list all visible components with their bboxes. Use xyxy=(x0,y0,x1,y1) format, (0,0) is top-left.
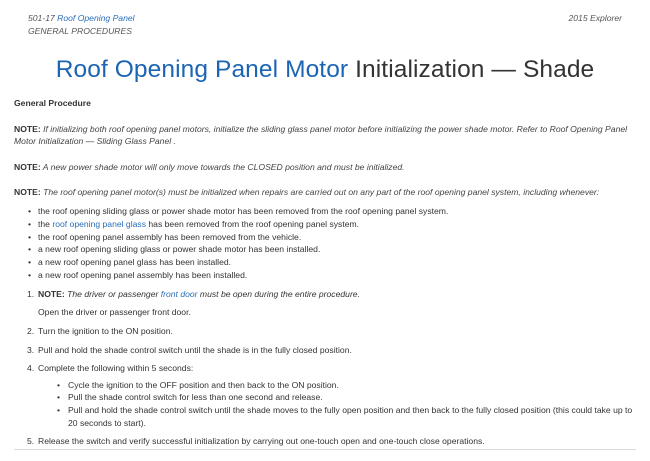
list-item xyxy=(38,231,636,244)
step-text: Turn the ignition to the ON position. xyxy=(38,325,173,336)
title-wrap xyxy=(14,56,636,84)
header-left xyxy=(28,12,135,37)
step-note xyxy=(38,288,636,301)
list-item xyxy=(38,243,636,256)
bottom-divider xyxy=(14,449,636,450)
step-5 xyxy=(27,435,636,448)
substep-item: • Cycle the ignition to the OFF position and then back to the ON position. xyxy=(68,379,636,392)
step-3 xyxy=(27,344,636,357)
step-text: Open the driver or passenger front door. xyxy=(38,307,191,318)
list-item xyxy=(38,218,636,231)
note-label: NOTE: xyxy=(14,161,41,172)
note-link[interactable]: front door xyxy=(160,288,198,299)
step-text: Pull and hold the shade control switch until the shade is in the fully closed position. xyxy=(38,344,352,355)
procedure-category: GENERAL PROCEDURES xyxy=(28,25,132,36)
step-1 xyxy=(27,288,636,319)
section-breadcrumb xyxy=(28,12,135,25)
note-label: NOTE: xyxy=(14,123,41,134)
step-2 xyxy=(27,325,636,338)
note-text: must be open during the entire procedure. xyxy=(197,288,360,299)
substep-item: • Pull the shade control switch for less than one second and release. xyxy=(68,391,636,404)
note-text: The roof opening panel motor(s) must be initialized when repairs are carried out on any part of the roof opening panel system, including whenever: xyxy=(40,187,600,198)
substep-item: • Pull and hold the shade control switch until the shade moves to the fully open position and then back to the fully closed position (this could take up to 20 seconds to start). xyxy=(68,404,636,429)
step-number: 3. xyxy=(27,344,35,355)
list-item-text: the xyxy=(38,218,53,229)
step-4 xyxy=(27,362,636,429)
note-label: NOTE: xyxy=(38,288,65,299)
step-text: Complete the following within 5 seconds: xyxy=(38,363,194,374)
list-item-text: has been removed from the roof opening panel system. xyxy=(146,218,360,229)
page-title-blue: Roof Opening Panel Motor xyxy=(55,56,349,83)
vehicle-label: 2015 Explorer xyxy=(568,13,622,23)
list-item-text: the roof opening sliding glass or power shade motor has been removed from the roof opening panel system. xyxy=(38,205,449,216)
list-item xyxy=(38,269,636,282)
condition-list xyxy=(14,205,636,282)
note-text: The driver or passenger xyxy=(64,288,161,299)
note-after: . xyxy=(171,136,176,147)
substep-list xyxy=(38,379,636,429)
list-item-text: a new roof opening panel glass has been installed. xyxy=(38,257,232,268)
note-2 xyxy=(14,161,636,174)
note-3 xyxy=(14,186,636,199)
list-item-link[interactable]: roof opening panel glass xyxy=(52,218,146,229)
list-item xyxy=(38,205,636,218)
step-number: 2. xyxy=(27,325,35,336)
list-item-text: a new roof opening panel assembly has been installed. xyxy=(38,269,248,280)
page-title xyxy=(14,56,636,84)
page-title-rest: Initialization — Shade xyxy=(348,56,595,83)
note-1 xyxy=(14,123,636,148)
section-code: 501-17 xyxy=(28,13,58,23)
step-number: 1. xyxy=(27,288,35,299)
note-label: NOTE: xyxy=(14,187,41,198)
document-header xyxy=(14,0,636,36)
list-item-text: the roof opening panel assembly has been removed from the vehicle. xyxy=(38,231,302,242)
step-number: 5. xyxy=(27,436,35,447)
step-number: 4. xyxy=(27,363,35,374)
step-text: Release the switch and verify successful initialization by carrying out one-touch open and one-touch close operations. xyxy=(38,436,485,447)
note-link[interactable]: Roof Opening Panel Motor Initialization — Sliding Glass Panel xyxy=(14,123,628,147)
list-item xyxy=(38,256,636,269)
general-procedure-heading: General Procedure xyxy=(14,98,91,108)
note-text: If initializing both roof opening panel motors, initialize the sliding glass panel motor before initializing the power shade motor. Refer to xyxy=(40,123,550,134)
procedure-steps xyxy=(14,288,636,448)
list-item-text: a new roof opening sliding glass or power shade motor has been installed. xyxy=(38,244,321,255)
note-text: A new power shade motor will only move towards the CLOSED position and must be initialized. xyxy=(40,161,405,172)
section-link[interactable]: Roof Opening Panel xyxy=(57,13,135,23)
